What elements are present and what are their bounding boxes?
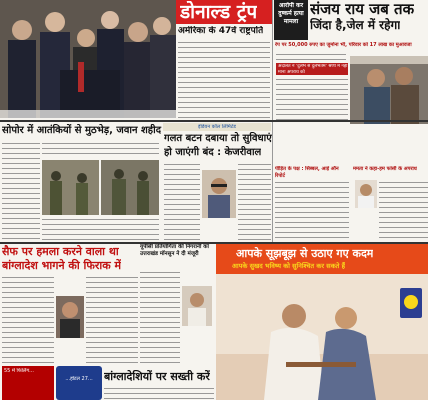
rai-photo <box>350 56 428 124</box>
saif-portrait-illustration <box>56 296 84 338</box>
kejriwal-text-right <box>238 162 271 240</box>
crowd-illustration <box>0 0 176 118</box>
rai-inline-head: अदालत ने 'दुर्लभ से दुर्लभतम' श्रेणी में नहीं माना अपराध को <box>278 64 348 75</box>
saif-text <box>2 275 54 365</box>
mamata-head: ममता ने कहा-हम फांसी के अपराध <box>353 166 417 172</box>
official-portrait-illustration <box>182 286 212 326</box>
kejriwal-portrait-illustration <box>202 170 236 218</box>
bangladeshi-text <box>104 386 214 400</box>
saif-text-2 <box>86 275 138 365</box>
rai-story-text <box>276 77 348 120</box>
sibal-text <box>275 180 349 238</box>
ad-image <box>216 274 428 400</box>
saif-headline-line2: बांग्लादेश भागने की फिराक में <box>2 259 122 272</box>
soldiers-photo <box>42 160 99 215</box>
sopore-text-top <box>42 141 159 158</box>
ad-strip-text: इंडियन कॉल लिमिटेड <box>198 124 236 130</box>
trump-subhead: अमेरिका के 47वें राष्ट्रपति <box>178 26 264 36</box>
saif-photo <box>56 296 84 338</box>
section-rule <box>0 120 428 122</box>
ad-couple-illustration <box>216 274 428 400</box>
mamata-portrait-illustration <box>355 180 377 208</box>
saif-headline-line1: सैफ पर हमला करने वाला था <box>2 245 119 258</box>
kejriwal-photo <box>202 170 236 218</box>
sopore-text-left <box>2 141 40 241</box>
sibal-head: पीड़ित के पक्ष : सिब्बल, आई ऑन रिपोर्ट <box>275 166 339 179</box>
column-divider-2 <box>272 122 273 242</box>
police-escort-illustration <box>350 56 428 124</box>
ad-subline: आपके सुखद भविष्य को सुनिश्चित कर सकते हैं <box>232 262 346 270</box>
column-divider <box>272 0 273 120</box>
rai-headline-line2: जिंदा है,जेल में रहेगा <box>310 18 401 32</box>
upc-text <box>140 270 180 366</box>
trump-headline: डोनाल्ड ट्रंप <box>180 1 258 23</box>
trump-story-text <box>178 40 270 118</box>
sopore-headline: सोपोर में आतंकियों से मुठभेड़, जवान शहीद <box>2 125 162 136</box>
kejriwal-text-left <box>164 162 200 240</box>
sidebar-label: आरोपी कर दुष्कर्म हत्या मामला <box>278 2 304 25</box>
rai-subline: रेप पर 50,000 रुपए का जुर्माना भी, परिवार को 17 लाख का मुआवजा <box>275 42 412 48</box>
soldiers-illustration-2 <box>101 160 159 215</box>
bangladeshi-headline: बांग्लादेशियों पर सख्ती करें <box>104 370 210 383</box>
sopore-text-bottom <box>42 217 159 241</box>
rai-story-text-left <box>276 52 346 62</box>
soldiers-photo-2 <box>101 160 159 215</box>
upc-story-head: यूपीसी प्रतियोगिता की निगरानी को उत्तराखंड मॉनसुन ने दी मंजूरी <box>140 244 209 257</box>
trump-crowd-photo <box>0 0 176 118</box>
badge-text: ...होटल 27... <box>65 376 93 382</box>
mamata-photo <box>355 180 377 208</box>
mamata-text <box>379 180 428 238</box>
red-box-text: 55 में फिलिंग... <box>4 368 34 374</box>
kejriwal-headline-line2: हो जाएंगी बंद : केजरीवाल <box>164 147 262 158</box>
kejriwal-headline-line1: गलत बटन दबाया तो सुविधाएं <box>164 133 272 144</box>
official-photo <box>182 286 212 326</box>
soldiers-illustration <box>42 160 99 215</box>
ad-headline: आपके सूझबूझ से उठाए गए कदम <box>236 247 374 260</box>
rai-headline-line1: संजय राय जब तक <box>310 0 415 18</box>
